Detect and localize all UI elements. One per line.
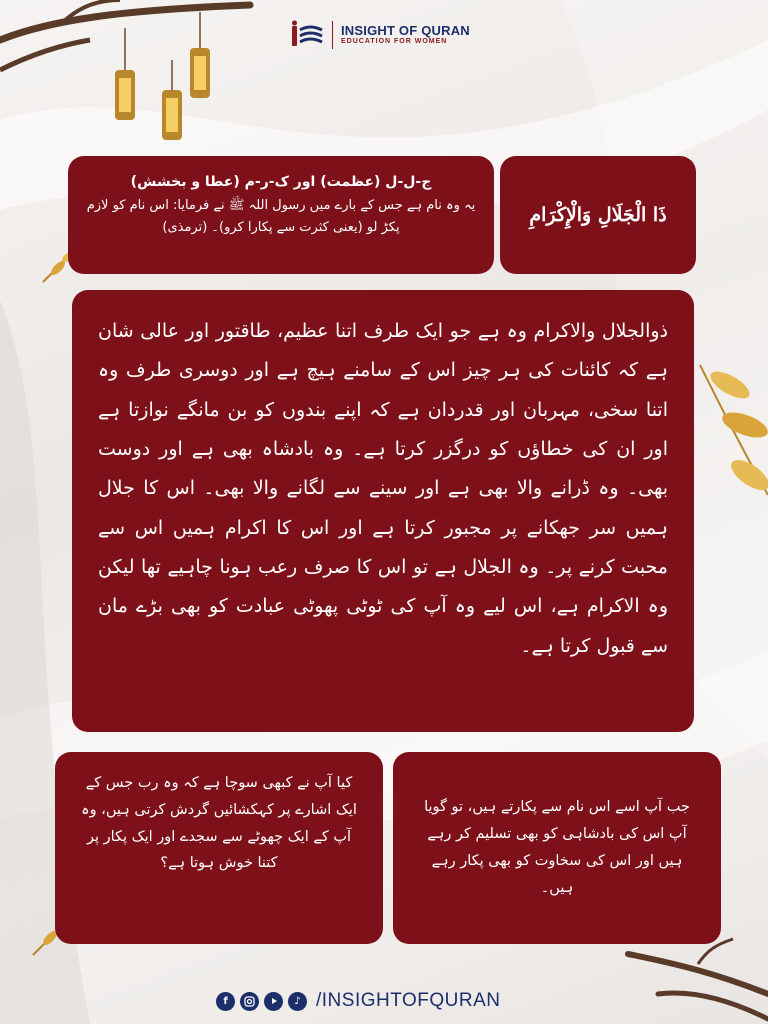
brand-subtitle: EDUCATION FOR WOMEN	[341, 38, 448, 46]
youtube-icon[interactable]	[264, 992, 283, 1011]
logo-divider	[332, 21, 333, 49]
gold-leaf-decoration	[690, 355, 768, 515]
logo-icon	[290, 20, 324, 50]
lantern-icon	[115, 70, 135, 120]
social-footer	[216, 988, 501, 1014]
brand-header	[290, 18, 490, 52]
instagram-icon[interactable]	[240, 992, 259, 1011]
branch-decoration	[618, 934, 768, 1024]
root-meaning-card	[68, 156, 494, 274]
calling-name-text: جب آپ اسے اس نام سے پکارتے ہیں، تو گویا آپ اس کی بادشاہی کو بھی تسلیم کر رہے ہیں اور اس کی سخاوت کو بھی پکار رہے ہیں۔	[424, 799, 690, 896]
tiktok-icon[interactable]: ♪	[288, 992, 307, 1011]
brand-title: INSIGHT OF QURAN	[341, 22, 470, 38]
divine-name-text: ذَا الْجَلَالِ وَالْإِكْرَامِ	[529, 204, 667, 226]
reflection-question-card	[55, 752, 383, 944]
calling-name-card	[393, 752, 721, 944]
main-explanation-text: ذوالجلال والاکرام وہ ہے جو ایک طرف اتنا عظیم، طاقتور اور عالی شان ہے کہ کائنات کی ہر چیز اس کے سامنے ہیچ ہے اور دوسری طرف وہ اتنا سخی، مہربان اور قدردان ہے کہ اپنے بندوں کو بن مانگے نوازتا ہے اور ان کی خطاؤں کو درگزر کرتا ہے۔ وہ بادشاہ بھی ہے اور دوست بھی۔ وہ ڈرانے والا بھی ہے اور سینے سے لگانے والا بھی۔ اس کا جلال ہمیں سر جھکانے پر مجبور کرتا ہے اور اس کا اکرام ہمیں اس سے محبت کرنے پر۔ وہ الجلال ہے تو اس کا صرف رعب ہونا چاہیے تھا لیکن وہ الاکرام ہے، اس لیے وہ آپ کی ٹوٹی پھوٹی عبادت کو بھی بڑے مان سے قبول کرتا ہے۔	[98, 320, 668, 657]
branch-lanterns-decoration	[0, 0, 260, 150]
social-handle[interactable]: /INSIGHTOFQURAN	[316, 990, 501, 1011]
hadith-text: یہ وہ نام ہے جس کے بارے میں رسول اللہ ﷺ نے فرمایا: اس نام کو لازم پکڑ لو (یعنی کثرت سے پکارا کرو)۔ (ترمذی)	[86, 197, 476, 236]
facebook-icon[interactable]: f	[216, 992, 235, 1011]
main-explanation-card	[72, 290, 694, 732]
root-letters-text: ج-ل-ل (عظمت) اور ک-ر-م (عطا و بخشش)	[130, 174, 432, 190]
reflection-question-text: کیا آپ نے کبھی سوچا ہے کہ وہ رب جس کے ایک اشارے پر کہکشائیں گردش کرتی ہیں، وہ آپ کے ایک چھوٹے سے سجدے اور ایک پکار پر کتنا خوش ہوتا ہے؟	[81, 775, 357, 872]
divine-name-card	[500, 156, 696, 274]
